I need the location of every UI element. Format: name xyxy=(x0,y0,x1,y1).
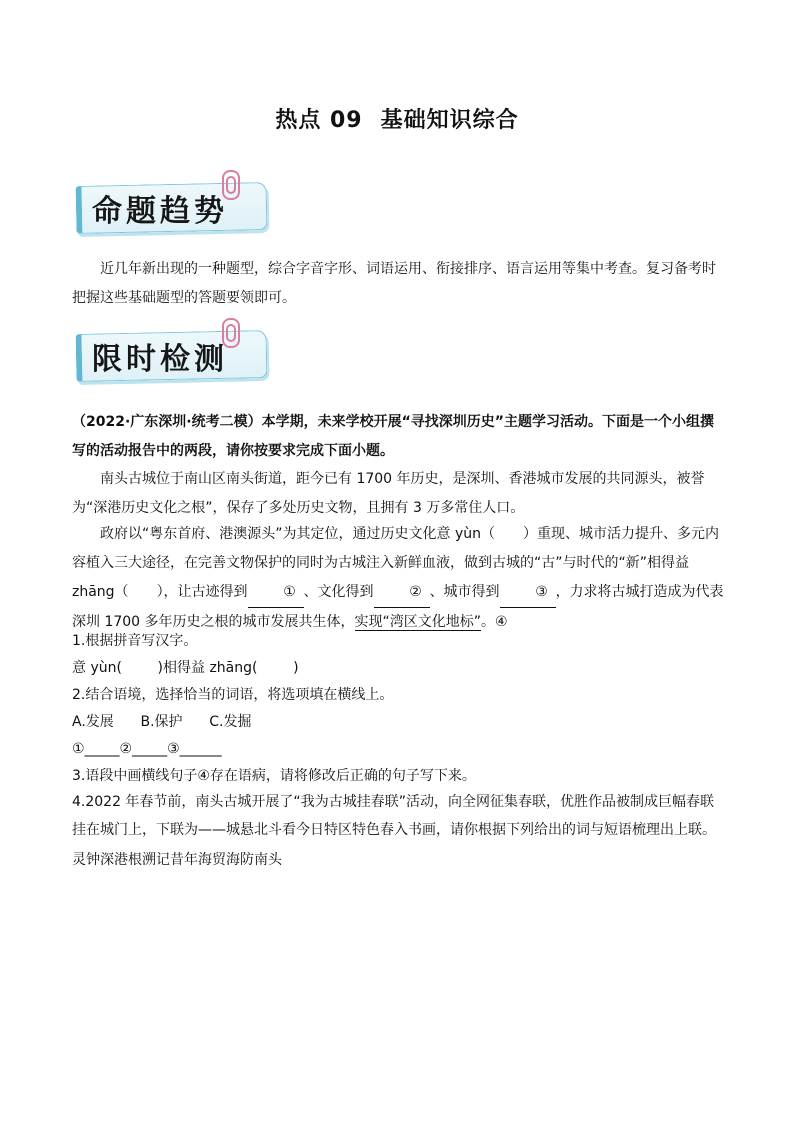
question-3-label: 3.语段中画横线句子④存在语病，请将修改后正确的句子写下来。 xyxy=(72,768,476,784)
passage-paragraph-1: 南头古城位于南山区南头街道，距今已有 1700 年历史，是深圳、香港城市发展的共同源头，被誉为“深港历史文化之根”，保存了多处历史文物，且拥有 3 万多常住人口。 xyxy=(72,471,705,516)
underlined-sentence: 实现“湾区文化地标” xyxy=(354,614,482,630)
section-banner-test xyxy=(72,318,272,388)
question-2-answer-line: ①_____②_____③______ xyxy=(72,741,222,757)
page-title: 热点 09 基础知识综合 xyxy=(275,108,519,133)
passage-paragraph-2: 政府以“粤东首府、港澳源头”为其定位，通过历史文化意 yùn（ ）重现、城市活力提升、多元内容植入三大途径，在完善文物保护的同时为古城注入新鲜血液，做到古城的“古”与时代的“新”相得益 zhāng（ ），让古迹得到 ① 、文化得到 ② 、城市得到 ③ ，力求将古城打造成为代表深圳 1700 多年历史之根的城市发展共生体，实现“湾区文化地标”。④ xyxy=(72,526,724,630)
question-intro: （2022·广东深圳·统考二模）本学期，未来学校开展“寻找深圳历史”主题学习活动。下面是一个小组撰写的活动报告中的两段，请你按要求完成下面小题。 xyxy=(72,414,715,459)
blank-2[interactable]: ② xyxy=(374,578,430,608)
word-list: 灵钟深港根溯记昔年海贸海防南头 xyxy=(72,852,282,868)
question-4-label: 4.2022 年春节前，南头古城开展了“我为古城挂春联”活动，向全网征集春联，优胜作品被制成巨幅春联挂在城门上，下联为——城悬北斗看今日特区特色春入书画，请你根据下列给出的词与短语梳理出上联。 xyxy=(72,794,716,838)
question-2-options: A.发展 B.保护 C.发掘 xyxy=(72,714,252,730)
question-1-label: 1.根据拼音写汉字。 xyxy=(72,633,198,649)
trend-paragraph: 近几年新出现的一种题型，综合字音字形、词语运用、衔接排序、语言运用等集中考查。复习备考时把握这些基础题型的答题要领即可。 xyxy=(72,261,716,306)
blank-3[interactable]: ③ xyxy=(500,578,556,608)
section-heading: 限时检测 xyxy=(92,342,228,377)
question-2-label: 2.结合语境，选择恰当的词语，将选项填在横线上。 xyxy=(72,687,394,703)
question-1-line: 意 yùn( )相得益 zhāng( ) xyxy=(72,660,299,676)
section-banner-trend xyxy=(72,170,272,240)
section-heading: 命题趋势 xyxy=(92,194,228,229)
blank-1[interactable]: ① xyxy=(248,578,304,608)
